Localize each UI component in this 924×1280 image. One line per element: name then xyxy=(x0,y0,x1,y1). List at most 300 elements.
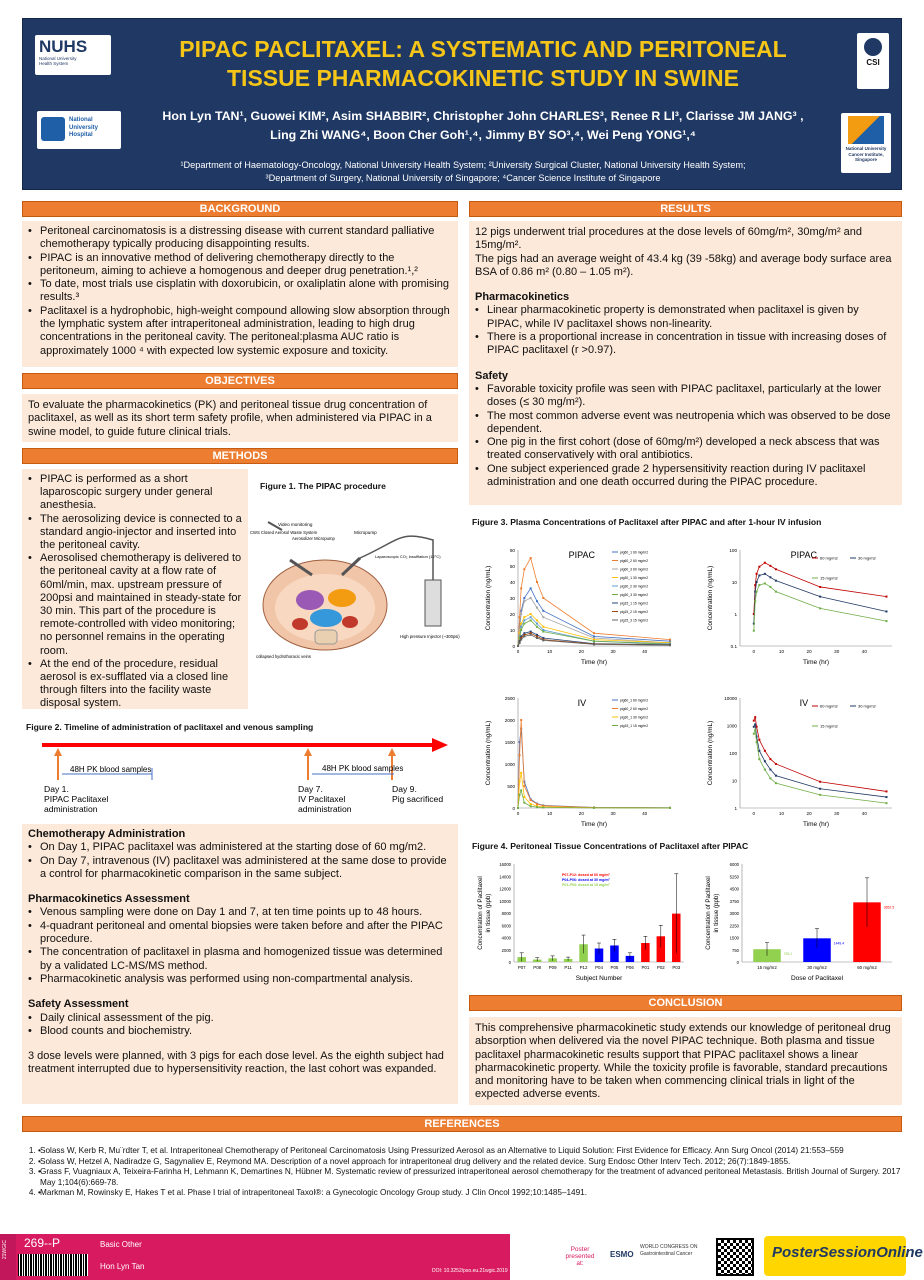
data-point xyxy=(764,750,766,752)
data-point xyxy=(758,566,760,568)
methods-assessment xyxy=(22,824,458,1104)
y-tick-label: 1500 xyxy=(729,935,739,941)
x-tick-label: 0 xyxy=(516,811,520,816)
legend-entry: pig60_1 60 mg/m2 xyxy=(620,698,649,703)
y-tick-label: 2000 xyxy=(501,947,511,953)
data-point xyxy=(523,796,525,798)
x-tick-label: 40 xyxy=(861,811,867,816)
data-point xyxy=(819,596,821,598)
x-tick-label: P05 xyxy=(610,965,619,970)
figure1-caption: Figure 1. The PIPAC procedure xyxy=(260,481,386,491)
data-point xyxy=(519,754,521,756)
list-item: • There is a proportional increase in concentration in tissue with increasing doses of PIPAC paclitaxel (r >0.97). xyxy=(475,331,896,358)
data-point xyxy=(756,741,758,743)
y-tick-label: 2500 xyxy=(504,696,515,701)
y-tick-label: 100 xyxy=(729,548,737,553)
legend-entry: pig15_2 15 mg/m2 xyxy=(620,610,649,615)
x-tick-label: P06 xyxy=(626,965,634,970)
ncis-logo: National University Cancer Institute, Singapore xyxy=(841,113,891,173)
x-tick-label: P08 xyxy=(533,965,542,970)
y-axis-label: Concentration (ng/mL) xyxy=(707,565,714,631)
data-point xyxy=(764,769,766,771)
results-heading: RESULTS xyxy=(469,201,902,217)
chart-pipac-linear xyxy=(478,540,678,670)
data-point xyxy=(530,634,532,636)
x-tick-label: 10 xyxy=(778,811,785,816)
data-point xyxy=(536,626,538,628)
list-item: • Peritoneal carcinomatosis is a distressing disease with current standard palliative chemotherapy typically producing disappointing results. xyxy=(28,225,452,252)
legend-entry: 60 mg/m2 xyxy=(820,555,838,561)
fig1-label-micropump: Micropump xyxy=(354,530,377,535)
y-axis-label-2: in tissue (ppb) xyxy=(713,893,720,933)
data-point xyxy=(885,802,887,804)
list-item: • Aerosolised chemotherapy is delivered to the peritoneal cavity at a flow rate of 60ml/min, max. upstream pressure of 200psi and maintained in steady-state for 30 min. This part of the procedure is remote-controlled with video monitoring; no personnel remains in the operating room. xyxy=(28,552,242,658)
legend-entry: 15 mg/m2 xyxy=(820,575,838,581)
data-point xyxy=(758,574,760,576)
footer xyxy=(0,1234,924,1280)
legend-entry: pig60_2 60 mg/m2 xyxy=(620,559,649,564)
data-point xyxy=(536,600,538,602)
data-point xyxy=(523,802,525,804)
timeline-day1b: PIPAC Paclitaxel xyxy=(44,794,109,804)
legend-entry: pig30_1 30 mg/m2 xyxy=(620,576,649,581)
x-axis-label: Dose of Paclitaxel xyxy=(790,975,844,982)
csi-logo: CSI xyxy=(857,33,889,89)
y-tick-label: 50 xyxy=(509,564,515,569)
data-point xyxy=(593,643,595,645)
x-tick-label: 30 xyxy=(610,649,616,654)
legend-entry: pig15_3 15 mg/m2 xyxy=(620,618,649,623)
y-tick-label: 16000 xyxy=(499,862,511,867)
data-point xyxy=(764,562,766,564)
legend-entry: pig60_2 60 mg/m2 xyxy=(620,707,649,712)
data-point xyxy=(756,581,758,583)
conclusion-heading: CONCLUSION xyxy=(469,995,902,1011)
qr-code[interactable] xyxy=(716,1238,754,1276)
footer-presented: Poster presented at: xyxy=(565,1246,595,1267)
x-axis-label: Time (hr) xyxy=(580,659,608,666)
figure3-caption: Figure 3. Plasma Concentrations of Paclitaxel after PIPAC and after 1-hour IV infusion xyxy=(472,517,822,527)
data-point xyxy=(885,796,887,798)
y-tick-label: 0 xyxy=(512,644,515,649)
y-tick-label: 10 xyxy=(731,778,737,784)
list-item: • On Day 1, PIPAC paclitaxel was administered at the starting dose of 60 mg/m2. xyxy=(28,841,452,854)
fig1-label-veins: collapsed hydrothoracic veins xyxy=(256,654,311,659)
reference-item: • 4. Markman M, Rowinsky E, Hakes T et al. Phase I trial of intraperitoneal Taxol®: a Gynecologic Oncology Group study. J Clin Oncol 1992;10:1485–1491. xyxy=(38,1188,902,1199)
data-point xyxy=(819,586,821,588)
reference-item: • 3. Grass F, Vuagniaux A, Teixeira-Farinha H, Lehmann K, Demartines N, Hübner M. Systematic review of pressurized intraperitoneal aerosol chemotherapy for the treatment of advanced peritoneal Metastasis. British Journal of Surgery. 2017 May 1;104(6):669-78. xyxy=(38,1167,902,1188)
legend-entry: pig15_1 15 mg/m2 xyxy=(620,724,649,729)
data-point xyxy=(542,639,544,641)
data-point xyxy=(775,580,777,582)
data-point xyxy=(520,639,522,641)
x-tick-label: 10 xyxy=(547,649,553,654)
y-tick-label: 0 xyxy=(736,960,739,965)
data-label: 3652.5 xyxy=(883,905,895,910)
data-point xyxy=(754,600,756,602)
footer-side: 21WGIC xyxy=(2,1240,8,1260)
x-tick-label: P09 xyxy=(548,965,557,970)
data-point xyxy=(769,576,771,578)
data-point xyxy=(519,642,521,644)
y-tick-label: 1500 xyxy=(504,740,515,745)
affiliations: ¹Department of Haematology-Oncology, National University Health System; ²University Surgical Cluster, National University Health System; ³Department of Surgery, National University of Singapore; ⁴Cancer Science Institute of Singapore xyxy=(180,160,746,183)
data-point xyxy=(542,610,544,612)
list-item: • Paclitaxel is a hydrophobic, high-weight compound allowing slow absorption through the lymphatic system after intraperitoneal administration, leading to high drug concentrations in the peritoneal cavity. The peritoneal:plasma AUC ratio is approximately 1000 ⁴ with expected low systemic exposure and toxicity. xyxy=(28,305,452,358)
data-point xyxy=(536,581,538,583)
safety-assessment-list xyxy=(28,1012,452,1039)
y-tick-label: 0 xyxy=(512,806,515,811)
list-item: • At the end of the procedure, residual aerosol is ex-sufflated via a closed line through filters into the facility waste disposal system. xyxy=(28,658,242,711)
series-line xyxy=(518,773,670,808)
poster-header xyxy=(22,18,902,190)
y-tick-label: 12000 xyxy=(499,886,511,892)
figure4-caption: Figure 4. Peritoneal Tissue Concentrations of Paclitaxel after PIPAC xyxy=(472,841,749,851)
legend-entry: pig30_2 30 mg/m2 xyxy=(620,584,649,589)
fig1-label-cws: CWS Closed Aerosol Waste System xyxy=(250,530,318,535)
data-point xyxy=(885,620,887,622)
y-tick-label: 750 xyxy=(732,947,739,953)
background-section xyxy=(22,221,458,367)
chart-title: IV xyxy=(799,698,809,708)
data-point xyxy=(819,781,821,783)
y-tick-label: 3000 xyxy=(729,911,739,916)
data-point xyxy=(530,805,532,807)
y-tick-label: 10000 xyxy=(724,696,737,701)
figure2-timeline xyxy=(22,734,458,824)
data-point xyxy=(769,586,771,588)
methods-procedure xyxy=(22,469,248,709)
chemo-title: Chemotherapy Administration xyxy=(28,828,186,840)
data-point xyxy=(819,607,821,609)
x-tick-label: 40 xyxy=(642,811,648,816)
data-point xyxy=(517,807,519,809)
data-point xyxy=(764,582,766,584)
data-point xyxy=(519,616,521,618)
timeline-pk2: 48H PK blood samples xyxy=(322,764,404,773)
x-tick-label: 10 xyxy=(778,649,785,654)
y-tick-label: 5250 xyxy=(729,874,739,880)
x-tick-label: 15 mg/m2 xyxy=(757,965,777,970)
results-section xyxy=(469,221,902,505)
data-point xyxy=(885,790,887,792)
footer-category: Basic Other xyxy=(100,1240,142,1249)
data-point xyxy=(536,637,538,639)
legend-entry: 30 mg/m2 xyxy=(858,555,876,561)
data-point xyxy=(519,794,521,796)
figure1-pipac-illustration xyxy=(250,500,460,660)
data-point xyxy=(764,573,766,575)
chart-tissue-subject xyxy=(472,856,692,986)
data-point xyxy=(536,623,538,625)
x-axis-label: Time (hr) xyxy=(580,821,608,828)
y-tick-label: 1000 xyxy=(726,723,737,729)
timeline-day1c: administration xyxy=(44,804,98,814)
x-tick-label: 60 mg/m2 xyxy=(857,965,877,970)
list-item: • Linear pharmacokinetic property is demonstrated when paclitaxel is given by PIPAC, while IV paclitaxel shows non-linearity. xyxy=(475,304,896,331)
references-heading: REFERENCES xyxy=(22,1116,902,1132)
data-point xyxy=(536,806,538,808)
timeline-pk1: 48H PK blood samples xyxy=(70,765,152,774)
legend-entry: pig60_3 60 mg/m2 xyxy=(620,567,649,572)
background-heading: BACKGROUND xyxy=(22,201,458,217)
poster-session-logo: PosterSessionOnline xyxy=(772,1244,923,1261)
series-line xyxy=(754,724,887,797)
data-point xyxy=(523,619,525,621)
data-point xyxy=(520,587,522,589)
data-point xyxy=(758,739,760,741)
data-point xyxy=(885,596,887,598)
x-tick-label: 20 xyxy=(806,649,812,654)
data-point xyxy=(769,777,771,779)
list-item: • Blood counts and biochemistry. xyxy=(28,1025,452,1038)
y-tick-label: 2000 xyxy=(504,718,515,723)
x-tick-label: 30 xyxy=(834,649,840,654)
data-point xyxy=(530,557,532,559)
fig1-label-injector: High pressure Injector (~300psi) xyxy=(400,634,460,639)
data-point xyxy=(775,591,777,593)
fig1-label-video: Video monitoring xyxy=(278,522,313,527)
series-line xyxy=(754,574,887,624)
data-point xyxy=(520,613,522,615)
data-point xyxy=(542,806,544,808)
legend-entry: P04-P06: dosed at 30 mg/m² xyxy=(562,878,610,882)
data-point xyxy=(520,626,522,628)
objectives-heading: OBJECTIVES xyxy=(22,373,458,389)
y-axis-label: Concentration (ng/mL) xyxy=(485,720,492,786)
y-tick-label: 2250 xyxy=(729,923,739,929)
data-point xyxy=(769,769,771,771)
data-point xyxy=(754,729,756,731)
chart-title: PIPAC xyxy=(568,550,596,560)
x-tick-label: P03 xyxy=(672,965,681,970)
data-point xyxy=(523,623,525,625)
x-tick-label: 0 xyxy=(516,649,520,654)
fig1-label-aerosolizer: Aerosolizer Micropump xyxy=(292,536,335,541)
data-point xyxy=(593,632,595,634)
list-item: • The aerosolizing device is connected to a standard angio-injector and inserted into the peritoneal cavity. xyxy=(28,513,242,553)
poster-id: 269--P xyxy=(24,1236,61,1250)
data-point xyxy=(523,616,525,618)
data-point xyxy=(756,573,758,575)
fig1-label-co2: Laparoscopic CO₂ Insufflation (12°C) xyxy=(375,554,441,559)
list-item: • On Day 7, intravenous (IV) paclitaxel was administered at the same dose to provide a control for pharmacokinetic comparison in the same subject. xyxy=(28,855,452,882)
results-pk-title: Pharmacokinetics xyxy=(475,291,570,304)
poster-title: PIPAC PACLITAXEL: A SYSTEMATIC AND PERITONEAL TISSUE PHARMACOKINETIC STUDY IN SWINE xyxy=(179,36,787,91)
data-point xyxy=(523,600,525,602)
data-point xyxy=(775,568,777,570)
x-tick-label: 0 xyxy=(752,811,756,816)
data-point xyxy=(593,640,595,642)
y-tick-label: 60 xyxy=(509,548,515,553)
x-tick-label: 40 xyxy=(861,649,867,654)
x-tick-label: 20 xyxy=(806,811,812,816)
chart-title: IV xyxy=(577,698,587,708)
data-label: 783.1 xyxy=(783,952,793,957)
data-point xyxy=(775,763,777,765)
list-item: • One subject experienced grade 2 hypersensitivity reaction during IV paclitaxel administration and one death occurred during the PIPAC procedure. xyxy=(475,463,896,490)
x-tick-label: 20 xyxy=(578,811,584,816)
y-tick-label: 10 xyxy=(509,628,515,633)
data-point xyxy=(758,584,760,586)
legend-entry: pig15_1 15 mg/m2 xyxy=(620,601,649,606)
timeline-day7c: administration xyxy=(298,804,352,814)
y-tick-label: 4500 xyxy=(729,886,739,892)
data-point xyxy=(669,639,671,641)
data-point xyxy=(520,719,522,721)
x-tick-label: P11 xyxy=(564,965,572,970)
y-tick-label: 3750 xyxy=(729,898,739,904)
series-line xyxy=(518,729,670,808)
data-point xyxy=(775,782,777,784)
legend-entry: 30 mg/m2 xyxy=(858,703,876,709)
y-tick-label: 4000 xyxy=(501,935,511,941)
data-point xyxy=(669,807,671,809)
y-axis-label: Concentration (ng/mL) xyxy=(485,565,492,631)
timeline-day9b: Pig sacrificed xyxy=(392,794,444,804)
list-item: • PIPAC is performed as a short laparoscopic surgery under general anesthesia. xyxy=(28,473,242,513)
data-point xyxy=(530,619,532,621)
data-point xyxy=(536,619,538,621)
results-intro1: 12 pigs underwent trial procedures at the dose levels of 60mg/m², 30mg/m² and 15mg/m². xyxy=(475,226,863,252)
data-point xyxy=(536,607,538,609)
timeline-day7b: IV Paclitaxel xyxy=(298,794,346,804)
congress-logo: WORLD CONGRESS ON Gastrointestinal Cancer xyxy=(640,1244,698,1257)
data-point xyxy=(885,610,887,612)
data-point xyxy=(523,785,525,787)
x-tick-label: 10 xyxy=(547,811,553,816)
list-item: • PIPAC is an innovative method of delivering chemotherapy directly to the peritoneum, aiming to achieve a homogenous and deeper drug penetration.¹,² xyxy=(28,252,452,279)
y-tick-label: 30 xyxy=(509,596,515,601)
footer-doi: DOI: 10.3252/pso.eu.21wgic.2019 xyxy=(432,1268,508,1274)
x-tick-label: P12 xyxy=(579,965,588,970)
data-point xyxy=(520,623,522,625)
x-axis-label: Subject Number xyxy=(575,975,623,982)
nuhs-logo: NUHS National University Health System xyxy=(35,35,111,75)
y-tick-label: 500 xyxy=(507,784,515,789)
chart-tissue-dose xyxy=(700,856,900,986)
data-point xyxy=(530,587,532,589)
pk-assessment-list xyxy=(28,906,452,986)
data-point xyxy=(753,720,755,722)
y-tick-label: 8000 xyxy=(501,911,511,916)
methods-heading: METHODS xyxy=(22,448,458,464)
y-axis-label-2: in tissue (ppb) xyxy=(485,893,492,933)
safety-assessment-title: Safety Assessment xyxy=(28,998,129,1011)
legend-entry: pig30_3 30 mg/m2 xyxy=(620,593,649,598)
list-item: • 4-quadrant peritoneal and omental biopsies were taken before and after the PIPAC procedure. xyxy=(28,920,452,947)
x-tick-label: P07 xyxy=(517,965,526,970)
data-point xyxy=(542,626,544,628)
x-tick-label: P01 xyxy=(641,965,650,970)
y-tick-label: 14000 xyxy=(499,874,511,880)
data-point xyxy=(520,789,522,791)
footer-author: Hon Lyn Tan xyxy=(100,1262,145,1271)
data-point xyxy=(769,565,771,567)
chart-iv-log xyxy=(700,688,900,832)
results-safety-list xyxy=(475,383,896,489)
list-item: • Pharmacokinetic analysis was performed using non-compartmental analysis. xyxy=(28,973,452,986)
data-point xyxy=(530,803,532,805)
legend-entry: P01-P03: dosed at 15 mg/m² xyxy=(562,883,610,887)
results-pk-list xyxy=(475,304,896,357)
data-point xyxy=(754,716,756,718)
legend-entry: 60 mg/m2 xyxy=(820,703,838,709)
y-tick-label: 10 xyxy=(731,580,737,585)
list-item: • The concentration of paclitaxel in plasma and homogenized tissue was determined by a validated LC-MS/MS method. xyxy=(28,946,452,973)
methods-list xyxy=(28,473,242,711)
data-point xyxy=(530,597,532,599)
data-point xyxy=(530,616,532,618)
x-tick-label: P04 xyxy=(595,965,603,970)
data-point xyxy=(542,597,544,599)
legend-entry: pig60_1 60 mg/m2 xyxy=(620,550,649,555)
reference-item: • 1. Solass W, Kerb R, Mu¨rdter T, et al. Intraperitoneal Chemotherapy of Peritoneal Carcinomatosis Using Pressurized Aerosol as an Alternative to Liquid Solution: First Evidence for Efficacy. Ann Surg Oncol (2014) 21:553–559 xyxy=(38,1146,902,1157)
background-list xyxy=(28,225,452,358)
data-point xyxy=(520,629,522,631)
references-list xyxy=(22,1146,902,1199)
x-tick-label: 30 xyxy=(834,811,840,816)
data-point xyxy=(758,750,760,752)
legend-entry: 15 mg/m2 xyxy=(820,723,838,729)
series-line xyxy=(754,730,887,803)
esmo-logo: ESMO xyxy=(610,1250,634,1259)
nuh-logo: National University Hospital xyxy=(37,111,121,149)
methods-closing: 3 dose levels were planned, with 3 pigs for each dose level. As the eighth subject had treatment interrupted due to hypersensitivity reaction, the last cohort was expanded. xyxy=(28,1050,444,1076)
data-point xyxy=(519,781,521,783)
data-point xyxy=(530,799,532,801)
y-tick-label: 6000 xyxy=(501,923,511,929)
legend-entry: pig30_1 30 mg/m2 xyxy=(620,715,649,720)
y-axis-label-1: Concentration of Paclitaxel xyxy=(705,876,712,950)
data-point xyxy=(523,635,525,637)
data-point xyxy=(753,733,755,735)
x-tick-label: 20 xyxy=(578,649,584,654)
data-point xyxy=(523,568,525,570)
x-tick-label: 40 xyxy=(642,649,648,654)
x-tick-label: 30 mg/m2 xyxy=(807,965,827,970)
y-tick-label: 10000 xyxy=(499,898,511,904)
list-item: • One pig in the first cohort (dose of 60mg/m²) developed a neck abscess that was treated conservatively with oral antibiotics. xyxy=(475,436,896,463)
data-point xyxy=(819,794,821,796)
legend-entry: P07-P12: dosed at 60 mg/m² xyxy=(562,873,610,877)
data-point xyxy=(775,775,777,777)
objectives-text: To evaluate the pharmacokinetics (PK) and peritoneal tissue drug concentration of paclitaxel, as well as its short term safety profile, when administered via PIPAC in a swine model, to guide future clinical trials. xyxy=(22,394,458,442)
y-tick-label: 40 xyxy=(509,580,515,585)
data-point xyxy=(542,631,544,633)
x-tick-label: 0 xyxy=(752,649,756,654)
y-tick-label: 100 xyxy=(729,751,737,756)
series-line xyxy=(518,720,670,808)
data-point xyxy=(536,803,538,805)
list-item: • The most common adverse event was neutropenia which was observed to be dose dependent. xyxy=(475,410,896,437)
timeline-day7: Day 7. xyxy=(298,784,323,794)
data-point xyxy=(769,758,771,760)
data-point xyxy=(753,630,755,632)
data-point xyxy=(669,644,671,646)
chemo-list xyxy=(28,841,452,881)
data-point xyxy=(753,726,755,728)
chart-iv-linear xyxy=(478,688,678,832)
pk-assessment-title: Pharmacokinetics Assessment xyxy=(28,893,190,906)
y-tick-label: 1000 xyxy=(504,762,515,767)
chart-title: PIPAC xyxy=(790,550,818,560)
data-point xyxy=(764,760,766,762)
data-point xyxy=(530,613,532,615)
data-point xyxy=(520,772,522,774)
figure2-caption: Figure 2. Timeline of administration of paclitaxel and venous sampling xyxy=(26,722,314,732)
data-label: 1449.4 xyxy=(833,941,845,946)
